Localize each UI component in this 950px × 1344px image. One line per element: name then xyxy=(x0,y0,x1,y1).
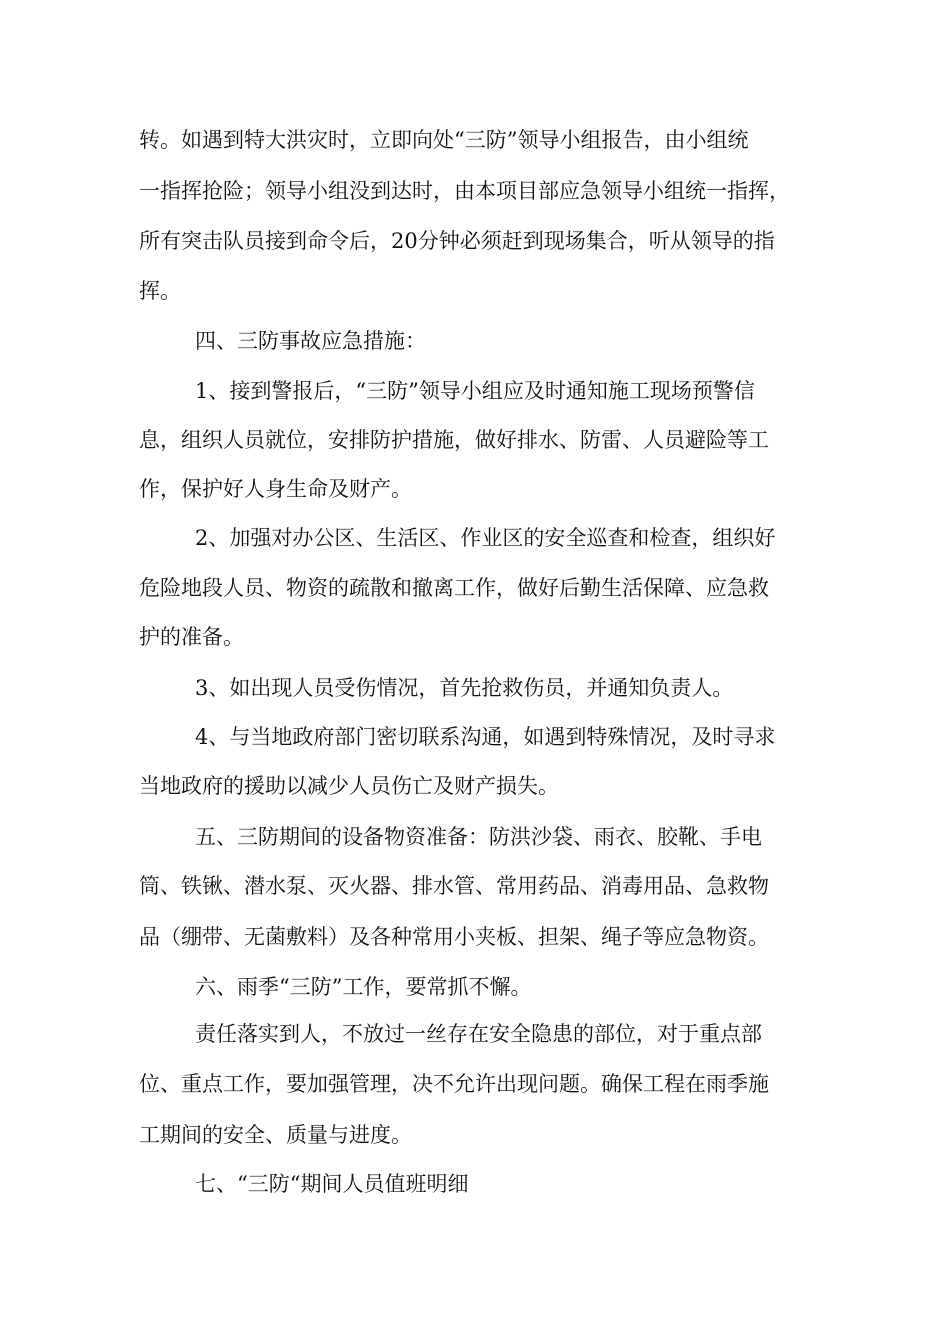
body-text-line: 品（绷带、无菌敷料）及各种常用小夹板、担架、绳子等应急物资。 xyxy=(139,925,769,949)
body-text-line: 转。如遇到特大洪灾时，立即向处“三防”领导小组报告，由小组统 xyxy=(139,128,749,152)
body-text-line: 当地政府的援助以减少人员伤亡及财产损失。 xyxy=(139,774,559,798)
body-text-line: 息，组织人员就位，安排防护措施，做好排水、防雷、人员避险等工 xyxy=(139,428,769,452)
section-heading: 五、三防期间的设备物资准备：防洪沙袋、雨衣、胶靴、手电 xyxy=(195,825,762,849)
body-text-line: 工期间的安全、质量与进度。 xyxy=(139,1123,412,1147)
body-text-line: 位、重点工作，要加强管理，决不允许出现问题。确保工程在雨季施 xyxy=(139,1072,769,1096)
body-text-line: 筒、铁锹、潜水泵、灭火器、排水管、常用药品、消毒用品、急救物 xyxy=(139,874,769,898)
body-text-line: 所有突击队员接到命令后，20分钟必须赶到现场集合，听从领导的指 xyxy=(139,229,775,253)
body-text-line: 护的准备。 xyxy=(139,625,244,649)
section-heading: 六、雨季“三防”工作，要常抓不懈。 xyxy=(195,975,532,999)
body-text-line: 作，保护好人身生命及财产。 xyxy=(139,477,412,501)
list-item-text: 1、接到警报后，“三防”领导小组应及时通知施工现场预警信 xyxy=(195,379,755,403)
list-item-text: 3、如出现人员受伤情况，首先抢救伤员，并通知负责人。 xyxy=(195,676,734,700)
body-text-line: 危险地段人员、物资的疏散和撤离工作，做好后勤生活保障、应急救 xyxy=(139,576,769,600)
body-text-line: 挥。 xyxy=(139,279,181,303)
body-text-line: 一指挥抢险；领导小组没到达时，由本项目部应急领导小组统一指挥， xyxy=(139,179,790,203)
section-heading: 四、三防事故应急措施： xyxy=(195,329,426,353)
list-item-text: 2、加强对办公区、生活区、作业区的安全巡查和检查，组织好 xyxy=(195,526,776,550)
section-heading: 七、“三防“期间人员值班明细 xyxy=(195,1172,469,1196)
body-text-line: 责任落实到人，不放过一丝存在安全隐患的部位，对于重点部 xyxy=(195,1022,762,1046)
list-item-text: 4、与当地政府部门密切联系沟通，如遇到特殊情况，及时寻求 xyxy=(195,725,776,749)
